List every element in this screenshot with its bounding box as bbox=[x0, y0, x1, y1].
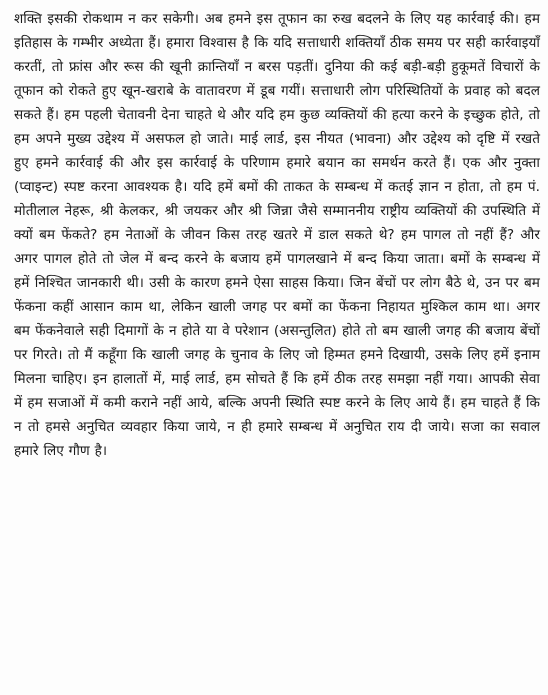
body-paragraph: शक्ति इसकी रोकथाम न कर सकेगी। अब हमने इस तूफान का रुख बदलने के लिए यह कार्रवाई की। हम इतिहास के गम्भीर अध्येता हैं। हमारा विश्वास है कि यदि सत्ताधारी शक्तियाँ ठीक समय पर सही कार्रवाइयाँ करतीं, तो फ्रांस और रूस की खूनी क्रान्तियाँ न बरस पड़तीं। दुनिया की कई बड़ी-बड़ी हुकूमतें विचारों के तूफान को रोकते हुए खून-खराबे के वातावरण में डूब गयीं। सत्ताधारी लोग परिस्थितियों के प्रवाह को बदल सकते हैं। हम पहली चेतावनी देना चाहते थे और यदि हम कुछ व्यक्तियों की हत्या करने के इच्छुक होते, तो हम अपने मुख्य उद्देश्य में असफल हो जाते। माई लार्ड, इस नीयत (भावना) और उद्देश्य को दृष्टि में रखते हुए हमने कार्रवाई की और इस कार्रवाई के परिणाम हमारे बयान का समर्थन करते हैं। एक और नुक्ता (प्वाइन्ट) स्पष्ट करना आवश्यक है। यदि हमें बमों की ताकत के सम्बन्ध में कतई ज्ञान न होता, तो हम पं. मोतीलाल नेहरू, श्री केलकर, श्री जयकर और श्री जिन्ना जैसे सम्माननीय राष्ट्रीय व्यक्तियों की उपस्थिति में क्यों बम फेंकते? हम नेताओं के जीवन किस तरह खतरे में डाल सकते थे? हम पागल तो नहीं हैं? और अगर पागल होते तो जेल में बन्द करने के बजाय हमें पागलखाने में बन्द किया जाता। बमों के सम्बन्ध में हमें निश्चित जानकारी थी। उसी के कारण हमने ऐसा साहस किया। जिन बेंचों पर लोग बैठे थे, उन पर बम फेंकना कहीं आसान काम था, लेकिन खाली जगह पर बमों का फेंकना निहायत मुश्किल काम था। अगर बम फेंकनेवाले सही दिमागों के न होते या वे परेशान (असन्तुलित) होते तो बम खाली जगह की बजाय बेंचों पर गिरते। तो मैं कहूँगा कि खाली जगह के चुनाव के लिए जो हिम्मत हमने दिखायी, उसके लिए हमें इनाम मिलना चाहिए। इन हालातों में, माई लार्ड, हम सोचते हैं कि हमें ठीक तरह समझा नहीं गया। आपकी सेवा में हम सजाओं में कमी कराने नहीं आये, बल्कि अपनी स्थिति स्पष्ट करने के लिए आये हैं। हम चाहते हैं कि न तो हमसे अनुचित व्यवहार किया जाये, न ही हमारे सम्बन्ध में अनुचित राय दी जाये। सजा का सवाल हमारे लिए गौण है। bbox=[14, 11, 540, 459]
